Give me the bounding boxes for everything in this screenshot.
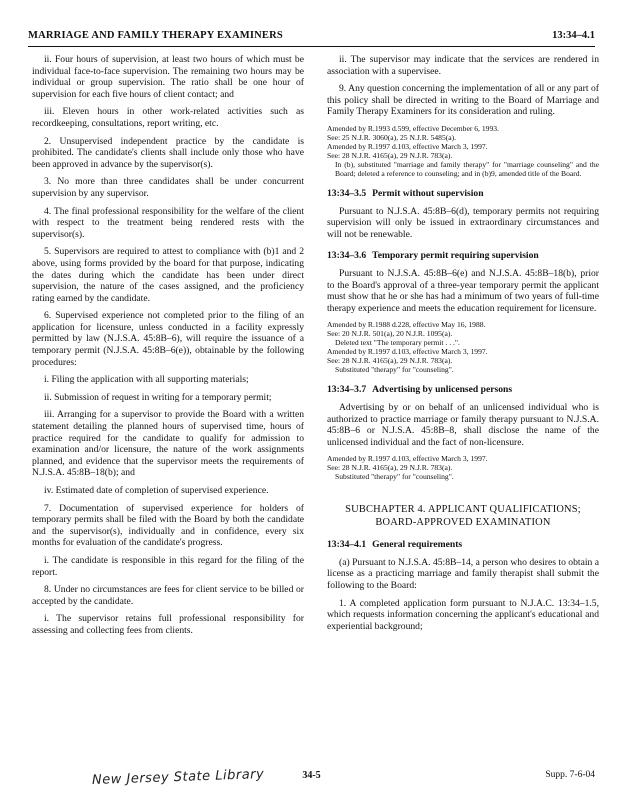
header-title: MARRIAGE AND FAMILY THERAPY EXAMINERS (28, 30, 283, 41)
right-column (327, 54, 599, 638)
subchapter-line: BOARD-APPROVED EXAMINATION (375, 517, 551, 529)
section-title: Temporary permit requiring supervision (372, 250, 539, 262)
header-rule (28, 46, 595, 47)
source-line: Deleted text "The temporary permit . . .". (335, 338, 460, 348)
source-line: Amended by R.1988 d.228, effective May 16, 1988. (327, 320, 486, 330)
source-note (327, 320, 599, 374)
left-column (32, 54, 304, 643)
paragraph: (a) Pursuant to N.J.S.A. 45:8B–14, a person who desires to obtain a license as a practicing marriage and family therapist shall submit the following to the Board: (327, 556, 599, 592)
paragraph: 3. No more than three candidates shall be under concurrent supervision by any supervisor. (32, 176, 304, 199)
section-number: 13:34–3.7 (327, 384, 367, 396)
paragraph: 9. Any question concerning the implementation of all or any part of this policy shall be directed in writing to the Board of Marriage and Family Therapy Examiners for its consideration and ruling. (327, 83, 599, 118)
source-line: See: 28 N.J.R. 4165(a), 29 N.J.R. 783(a). (327, 356, 453, 366)
library-stamp: New Jersey State Library (91, 766, 265, 789)
section-heading (327, 250, 599, 262)
paragraph: 4. The final professional responsibility for the welfare of the client with respect to the treatment being rendered rests with the supervisor(s). (32, 205, 304, 240)
paragraph: Pursuant to N.J.S.A. 45:8B–6(d), temporary permits not requiring supervision will only be issued in extraordinary circumstances and will not be renewable. (327, 205, 599, 240)
section-title: Advertising by unlicensed persons (372, 384, 513, 396)
paragraph: ii. The supervisor may indicate that the services are rendered in association with a supervisee. (327, 54, 599, 77)
paragraph: ii. Four hours of supervision, at least two hours of which must be individual face-to-face supervision. The remaining two hours may be individual or group supervision. The ratio shall be one hour of supervision for each five hours of client contact; and (32, 54, 304, 100)
source-line: Substituted "therapy" for "counseling". (335, 472, 454, 482)
subchapter-heading (327, 503, 599, 529)
paragraph: 8. Under no circumstances are fees for client service to be billed or accepted by the candidate. (32, 584, 304, 607)
subchapter-line: SUBCHAPTER 4. APPLICANT QUALIFICATIONS; (345, 504, 581, 516)
source-line: See: 20 N.J.R. 501(a), 20 N.J.R. 1095(a). (327, 329, 453, 339)
source-line: Substituted "therapy" for "counseling". (335, 365, 454, 375)
source-note (327, 454, 599, 481)
page-footer (28, 768, 595, 788)
running-header (28, 30, 595, 46)
paragraph: iii. Eleven hours in other work-related activities such as recordkeeping, consultations, report writing, etc. (32, 106, 304, 129)
section-number: 13:34–3.6 (327, 250, 367, 262)
paragraph: iv. Estimated date of completion of supervised experience. (44, 485, 269, 496)
section-title: Permit without supervision (372, 187, 484, 199)
source-line: See: 28 N.J.R. 4165(a), 29 N.J.R. 783(a). (327, 463, 453, 473)
source-line: Amended by R.1997 d.103, effective March 3, 1997. (327, 347, 488, 357)
paragraph: Pursuant to N.J.S.A. 45:8B–6(e) and N.J.S.A. 45:8B–18(b), prior to the Board's approval of a three-year temporary permit the applicant must show that he or she has had a minimum of two years of full-time therapy experience and meets the education requirement for licensure. (327, 267, 599, 314)
paragraph: i. The supervisor retains full professional responsibility for assessing and collecting fees from clients. (32, 613, 304, 636)
paragraph: 2. Unsupervised independent practice by the candidate is prohibited. The candidate's clients shall include only those who have been approved in advance by the supervisor(s). (32, 135, 304, 170)
paragraph: iii. Arranging for a supervisor to provide the Board with a written statement detailing the planned hours of supervised time, hours of practice required for the candidate to qualify for admission to examination and/or licensure, the nature of the work assignments planned, and evidence that the supervisor meets the requirements of N.J.S.A. 45:8B–18(b); and (32, 409, 304, 479)
page-number: 34-5 (302, 770, 321, 781)
section-title: General requirements (372, 539, 463, 551)
source-line: See: 28 N.J.R. 4165(a), 29 N.J.R. 783(a). (327, 150, 453, 160)
header-section-number: 13:34–4.1 (552, 30, 595, 41)
paragraph: ii. Submission of request in writing for a temporary permit; (44, 391, 272, 403)
paragraph: 6. Supervised experience not completed prior to the filing of an application for licensure, unless conducted in a facility expressly permitted by law (N.J.S.A. 45:8B–6), will require the issuance of a temporary permit (N.J.S.A. 45:8B–6(e)), obtainable by the following procedures: (32, 310, 304, 368)
section-heading (327, 539, 599, 551)
section-number: 13:34–4.1 (327, 539, 367, 551)
section-heading (327, 188, 599, 200)
source-line: In (b), substituted "marriage and family therapy" for "marriage counseling" and the Board; deleted a reference to counseling; and in (b)9, amended title of the Board. (335, 159, 599, 178)
paragraph: Advertising by or on behalf of an unlicensed individual who is authorized to practice marriage or family therapy pursuant to N.J.S.A. 45:8B–6 or N.J.S.A. 45:8B–8, shall disclose the name of the unlicensed individual and the fact of non-licensure. (327, 401, 599, 448)
supplement-date: Supp. 7-6-04 (545, 770, 595, 780)
paragraph: 5. Supervisors are required to attest to compliance with (b)1 and 2 above, using forms provided by the board for that purpose, indicating the dates during which the candidate has been under direct supervision, the nature of the cases assigned, and the proficiency rating earned by the candidate. (32, 246, 304, 304)
paragraph: i. Filing the application with all supporting materials; (44, 374, 249, 386)
section-number: 13:34–3.5 (327, 187, 367, 199)
paragraph: i. The candidate is responsible in this regard for the filing of the report. (32, 554, 304, 578)
source-line: Amended by R.1997 d.103, effective March 3, 1997. (327, 454, 488, 464)
source-line: Amended by R.1993 d.599, effective December 6, 1993. (327, 123, 499, 133)
source-line: See: 25 N.J.R. 3060(a), 25 N.J.R. 5485(a). (327, 132, 457, 142)
section-heading (327, 384, 599, 396)
paragraph: 7. Documentation of supervised experience for holders of temporary permits shall be filed with the Board by both the candidate and the supervisor(s), individually and in confidence, every six months for evaluation of the candidate's progress. (32, 502, 304, 549)
source-note (327, 124, 599, 178)
paragraph: 1. A completed application form pursuant to N.J.A.C. 13:34–1.5, which requests information concerning the applicant's educational and experiential background; (327, 597, 599, 632)
source-line: Amended by R.1997 d.103, effective March 3, 1997. (327, 141, 488, 151)
